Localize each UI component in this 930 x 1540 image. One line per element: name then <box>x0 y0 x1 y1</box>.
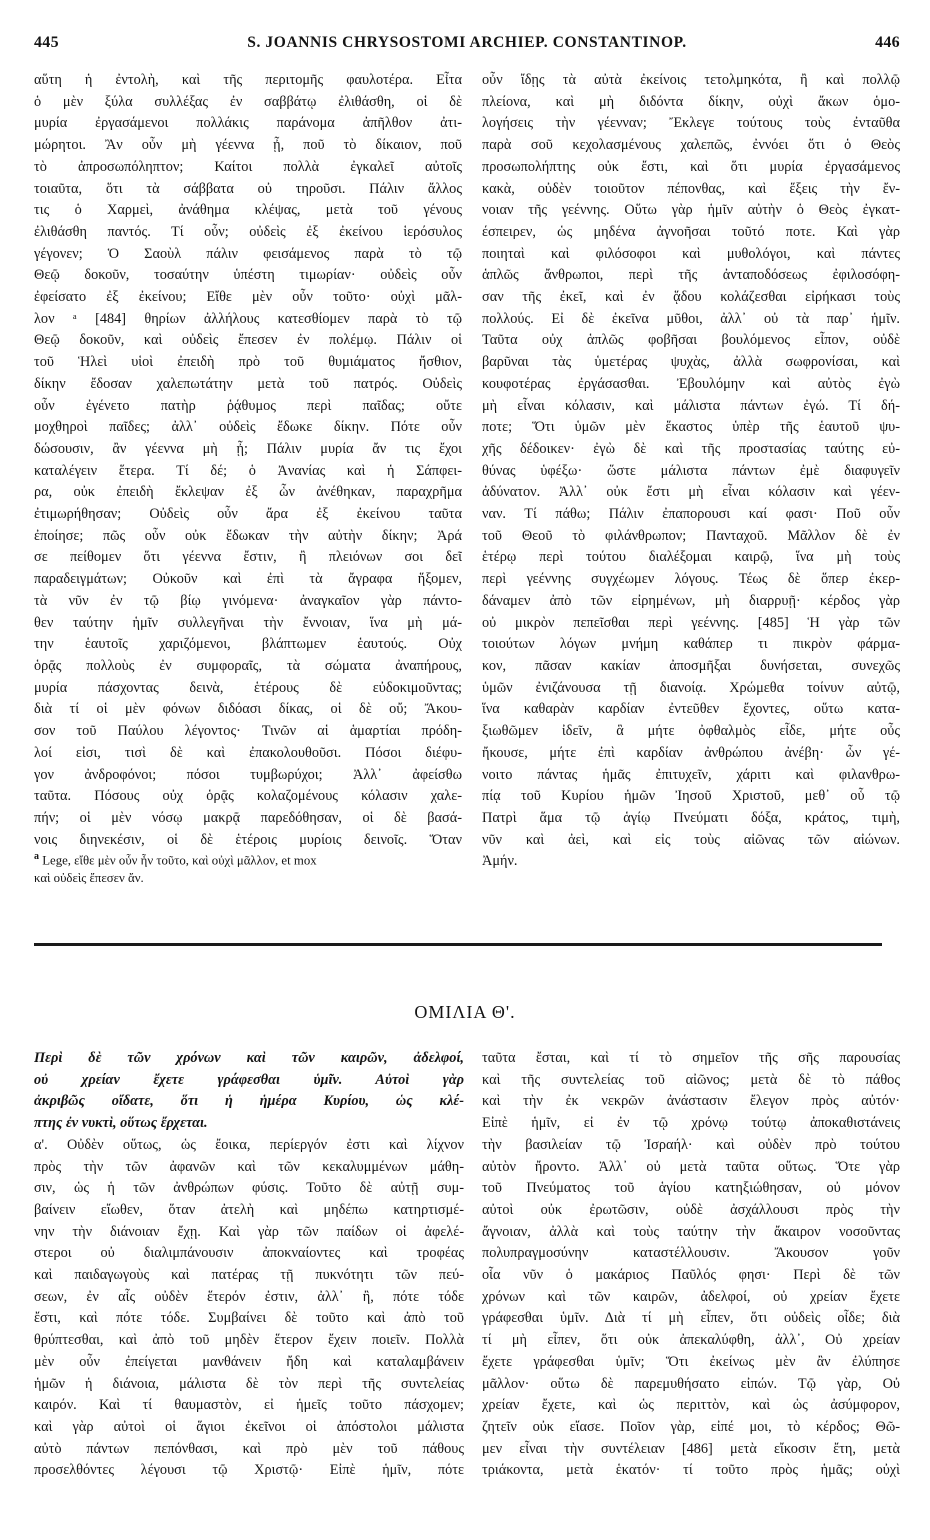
text-line: τοιούτων λόγων μνήμη καθάπερ τι πικρὸν φάρμα- <box>482 636 900 653</box>
text-line: σεων, ἐν αἷς οὐδὲν ἕτερόν ἐστιν, ἀλλ᾽ ἢ, πότε τόδε <box>34 1288 464 1305</box>
text-line: μοχθηροὶ παῖδες; ἀλλ᾽ οὐδεὶς ἔδωκε δίκην. Πότε οὖν <box>34 419 462 436</box>
text-line: λοί εἰσι, τισὶ δὲ καὶ ἐπακολουθοῦσι. Πόσοι διέφυ- <box>34 744 462 761</box>
text-line: θεν ταύτην ἡμῖν συλλεγῆναι τὴν ἔννοιαν, ἵνα μὴ μά- <box>34 614 462 631</box>
text-line: τὴν βασιλείαν τῷ Ἰσραήλ· καὶ οὐδὲν πρὸ τούτου <box>482 1136 900 1153</box>
right-column-top <box>482 70 900 873</box>
text-line: πολλούς. Εἰ δὲ ἐκεῖνα μῦθοι, ἀλλ᾽ οὐ τὰ παρ᾽ ἡμῖν. <box>482 310 900 327</box>
text-line: οὐ χρείαν ἔχετε γράφεσθαι ὑμῖν. Αὐτοὶ γὰρ <box>34 1071 464 1088</box>
text-line: ἐφείσατο ἐξ ἐκείνου; Εἴθε μὲν οὖν τοῦτο· οὐχὶ μᾶλ- <box>34 289 462 306</box>
left-column-bottom <box>34 1048 464 1482</box>
text-line: Περὶ δὲ τῶν χρόνων καὶ τῶν καιρῶν, ἀδελφοί, <box>34 1050 464 1066</box>
text-line: τις ὁ Χαρμεὶ, ἀνάθημα κλέψας, μετὰ τοῦ γένους <box>34 202 462 219</box>
text-line: πολυπραγμοσύνην καταστέλλουσιν. Ἄκουσον γοῦν <box>482 1245 900 1262</box>
text-line: πρὸς τὴν τῶν ἀφανῶν καὶ τῶν κεκαλυμμένων μάθη- <box>34 1158 464 1175</box>
text-line: νῦν καὶ ἀεὶ, καὶ εἰς τοὺς αἰῶνας τῶν αἰώνων. <box>482 831 900 848</box>
left-column-top <box>34 70 462 851</box>
text-line: αὐτὸν ἤροντο. Ἀλλ᾽ οὐ μετὰ ταῦτα οὕτως. Ὅτε γὰρ <box>482 1158 900 1175</box>
text-line: παρὰ σοῦ κεχολασμένους χαλεπῶς, ἐννόει ὅτι ὁ Θεὸς <box>482 137 900 154</box>
text-line: τοῦ Ἡλεὶ υἱοὶ ἐπειδὴ πρὸ τοῦ θυμιάματος ἤσθιον, <box>34 354 462 371</box>
page-number-left: 445 <box>34 34 59 51</box>
text-line: περὶ γεέννης συγχέωμεν λόγους. Τέως δὲ ὅπερ ἐκερ- <box>482 571 900 588</box>
text-line: παραδειγμάτων; Οὐκοῦν καὶ ἐπὶ τὰ ἄγραφα ἥξομεν, <box>34 571 462 588</box>
text-line: γέγονεν; Ὁ Σαοὺλ πάλιν φεισάμενος παρὰ τὸ τῷ <box>34 245 462 262</box>
text-line: Θεῷ δοκοῦν, τοσαύτην ὑπέστη τιμωρίαν· οὐδεὶς οὖν <box>34 267 462 284</box>
text-line: ποιηταὶ καὶ φιλόσοφοι καὶ μυθολόγοι, καὶ πάντες <box>482 245 900 262</box>
text-line: ζητεῖν οὐκ εἴασε. Ποῖον γὰρ, εἰπέ μοι, τὸ κέρδος; Θῶ- <box>482 1418 900 1435</box>
text-line: καὶ παιδαγωγοὺς καὶ πατέρας τῇ πυκνότητι τῶν πεύ- <box>34 1267 464 1284</box>
text-line: ἄγνοιαν, ἀλλὰ καὶ τοὺς ταύτην τὴν ἄκαιρον νοσοῦντας <box>482 1223 900 1240</box>
text-line: κακὰ, οὐδὲν τοιοῦτον πέπονθας, καὶ ἕξεις τὴν ἔν- <box>482 180 900 197</box>
footnote-marker: a <box>34 851 39 862</box>
text-line: μυρία ἐργασάμενοι πολλάκις παράνομα ἀπῆλθον ἀτι- <box>34 115 462 132</box>
text-line: ποτε; Ὅτι ὑμῶν μὲν ἕκαστος ὑπὲρ τῆς ἑαυτοῦ ψυ- <box>482 419 900 436</box>
homily-title: ΟΜΙΛΙΑ Θ'. <box>414 1002 516 1022</box>
text-line: βαίνειν εἴωθεν, ὅταν ἀτελὴ καὶ μηδέπω κατηρτισμέ- <box>34 1201 464 1218</box>
text-line: γράφεσθαι ὑμῖν. Διὰ τί μὴ εἶπεν, ὅτι οὐδεὶς οἶδε; διὰ <box>482 1310 900 1327</box>
text-line: καὶ τῆς συντελείας τοῦ αἰῶνος; μετὰ δὲ τὸ πάθος <box>482 1071 900 1088</box>
footnote-text: Lege, εἴθε μὲν οὖν ἦν τοῦτο, καὶ οὐχὶ μᾶλλον, et mox <box>42 853 317 868</box>
text-line: οὖν ἴδῃς τὰ αὐτὰ ἐκείνοις τετολμηκότα, ἢ καὶ πολλῷ <box>482 72 900 88</box>
text-line: ἔστι, καὶ πότε τόδε. Συμβαίνει δὲ τοῦτο καὶ ἀπὸ τοῦ <box>34 1310 464 1327</box>
text-line: τὸ ἀπροσωπόληπτον; Καίτοι πολλὰ ἐγκαλεῖ αὐτοῖς <box>34 158 462 175</box>
text-line: ἀκριβῶς οἴδατε, ὅτι ἡ ἡμέρα Κυρίου, ὡς κλέ- <box>34 1093 464 1110</box>
text-line: ξιωθῶμεν ἰδεῖν, ἃ μήτε ὀφθαλμὸς εἶδε, μήτε οὖς <box>482 723 900 740</box>
text-line: μὴ εἶναι κόλασιν, καὶ μάλιστα πάντων ἐγώ. Τί δή- <box>482 397 900 414</box>
text-line: πλείονα, καὶ μὴ διδόντα δίκην, οὐχὶ ἄκων ὁμο- <box>482 93 900 110</box>
text-line: ταῦτα ἔσται, καὶ τί τὸ σημεῖον τῆς σῆς παρουσίας <box>482 1050 900 1066</box>
text-line: θύνας ὑφέξω· ὥστε μάλιστα πάντων ἐμὲ διαφυγεῖν <box>482 462 900 479</box>
text-line: ἵνα καθαρὰν καρδίαν ἐντεῦθεν ἔχοντες, οὕτω κατα- <box>482 701 900 718</box>
text-line: ὁρᾷς πολλοὺς ἐν συμφοραῖς, τὰ σώματα ἀναπήρους, <box>34 657 462 674</box>
right-column-bottom <box>482 1048 900 1482</box>
text-line: α'. Οὐδὲν οὕτως, ὡς ἔοικα, περίεργόν ἐστι καὶ λίχνον <box>34 1136 464 1153</box>
text-line: χρείαν ἔχετε, καὶ ὡς περιττὸν, καὶ ὡς ἀσύμφορον, <box>482 1397 900 1414</box>
text-line: δίκην ἔδοσαν χαλεπωτάτην μετὰ τοῦ πατρός. Οὐδεὶς <box>34 375 462 392</box>
text-line: οὐ μικρὸν πεπεῖσθαι περὶ γεέννης. [485] Ἡ γὰρ τῶν <box>482 614 900 631</box>
text-line: ἑτέρῳ περὶ τούτου διαλέξομαι καιρῷ, ἵνα μὴ τοὺς <box>482 549 900 566</box>
text-line: θρύπτεσθαι, καὶ ἀπὸ τοῦ μηδὲν ἕτερον ἔχειν ποιεῖν. Πολλὰ <box>34 1332 464 1349</box>
text-line: διὰ τί οἱ μὲν φόνων διδόασι δίκας, οἱ δὲ οὔ; Ἄκου- <box>34 701 462 718</box>
text-line: ἀδύνατον. Ἀλλ᾽ οὐκ ἔστι μὴ εἶναι κόλασιν καὶ γέεν- <box>482 484 900 501</box>
text-line: γον ἀνδροφόνοι; πόσοι τυμβωρύχοι; Ἀλλ᾽ ἀφείσθω <box>34 766 462 783</box>
running-head <box>34 34 900 60</box>
text-line: τοῦ Θεοῦ τὸ φιλάνθρωπον; Πανταχοῦ. Μᾶλλον δὲ ἐν <box>482 527 900 544</box>
text-line: νοις διηνεκέσιν, οἱ δὲ ἑτέροις μυρίοις δεινοῖς. Ὅταν <box>34 831 462 848</box>
text-line: Ἀμήν. <box>482 853 518 870</box>
text-line: προσελθόντες λέγουσι τῷ Χριστῷ· Εἰπὲ ἡμῖν, πότε <box>34 1462 464 1479</box>
text-line: τοιαῦτα, ὅτι τὰ σάββατα οὐ τηροῦσι. Πάλιν ἄλλος <box>34 180 462 197</box>
text-line: ἐλιθάσθη παντός. Τί οὖν; οὐδεὶς ἐξ ἐκείνου ἱερόσυλος <box>34 223 462 240</box>
text-line: χρόνων καὶ τῶν καιρῶν, ἀδελφοί, οὐ χρείαν ἔχετε <box>482 1288 900 1305</box>
text-line: προσωπολήπτης οὐκ ἔστι, καὶ ὅτι μυρία ἐργασάμενος <box>482 158 900 175</box>
text-line: στεροι οὐ διαλιμπάνουσιν ἀποκναίοντες καὶ τροφέας <box>34 1245 464 1262</box>
text-line: οἷα νῦν ὁ μακάριος Παῦλός φησι· Περὶ δὲ τῶν <box>482 1267 900 1284</box>
text-line: σιν, ὡς ἡ τῶν ἀνθρώπων φύσις. Τοῦτο δὲ αὐτῇ συμ- <box>34 1180 464 1197</box>
footnote-text-cont: καὶ οὐδεὶς ἔπεσεν ἄν. <box>34 871 144 886</box>
text-line: ἔχετε γράφεσθαι ὑμῖν; Ὅτι ἐκείνως μὲν ἂν ἐλύπησε <box>482 1353 900 1370</box>
text-line: καὶ τὴν ἐκ νεκρῶν ἀνάστασιν ἔλεγον πρὸς αὐτόν· <box>482 1093 900 1110</box>
text-line: σον τοῦ Παύλου λέγοντος· Τινῶν αἱ ἁμαρτίαι πρόδη- <box>34 723 462 740</box>
text-line: νοιτο πάντας ἡμᾶς ἐπιτυχεῖν, χάριτι καὶ φιλανθρω- <box>482 766 900 783</box>
text-line: κουφοτέρας ἐργάσασθαι. Ἐβουλόμην καὶ αὐτὸς ἐγὼ <box>482 375 900 392</box>
text-line: δάναμεν ἀπὸ τῶν εἰρημένων, μὴ διαρρυῇ· κέρδος γὰρ <box>482 592 900 609</box>
text-line: ρα, οὐκ ἐπειδὴ ἔκλεψαν ἐξ ὧν ἀνέθηκαν, παραχρῆμα <box>34 484 462 501</box>
running-title: S. JOANNIS CHRYSOSTOMI ARCHIEP. CONSTANTINOP. <box>247 34 687 51</box>
text-line: καὶ γὰρ αὐτοὶ οἱ ἅγιοι ἐκεῖνοι οἱ ἀπόστολοι μάλιστα <box>34 1418 464 1435</box>
text-line: τοῦ Πνεύματος τοῦ ἁγίου κατηξιώθησαν, οὐ μόνον <box>482 1180 900 1197</box>
text-line: ἐτιμωρήθησαν; Οὐδεὶς οὖν ἄρα ἐξ ἐκείνου ταῦτα <box>34 506 462 523</box>
footnote <box>34 848 462 887</box>
text-line: καταλέγειν ἕτερα. Τί δέ; ὁ Ἀνανίας καὶ ἡ Σάπφει- <box>34 462 462 479</box>
text-line: Θεῷ δοκοῦν, καὶ οὐδεὶς ἔπεσεν ἐν πολέμῳ. Πάλιν οἱ <box>34 332 462 349</box>
text-line: καιρόν. Καὶ τί θαυμαστὸν, εἰ ἡμεῖς τοῦτο πάσχομεν; <box>34 1397 464 1414</box>
text-line: μεν εἶναι τὴν συντέλειαν [486] μετὰ εἴκοσιν ἔτη, μετὰ <box>482 1440 900 1457</box>
text-line: δώσουσιν, ἂν γέεννα μὴ ᾖ; Πάλιν μυρία ἄν τις ἔχοι <box>34 440 462 457</box>
text-line: ὑμῶν ἐνιζάνουσα τῇ διανοίᾳ. Χρώμεθα τοίνυν αὐτῷ, <box>482 679 900 696</box>
text-line: πίᾳ τοῦ Κυρίου ἡμῶν Ἰησοῦ Χριστοῦ, μεθ᾽ οὗ τῷ <box>482 788 900 805</box>
text-line: έσπειρεν, ὡς μηδένα ἀγνοῆσαι τοῦτό ποτε. Καὶ γὰρ <box>482 223 900 240</box>
text-line: ὁ μὲν ξύλα συλλέξας ἐν σαββάτῳ ἐλιθάσθη, οἱ δὲ <box>34 93 462 110</box>
text-line: βαρῦναι τὰς ὑμετέρας ψυχὰς, ἀλλὰ σωφρονίσαι, καὶ <box>482 354 900 371</box>
text-line: πτης ἐν νυκτὶ, οὕτως ἔρχεται. <box>34 1115 208 1132</box>
text-line: Πατρὶ ἅμα τῷ ἁγίῳ Πνεύματι δόξα, κράτος, τιμὴ, <box>482 809 900 826</box>
text-line: Εἰπὲ ἡμῖν, εἰ ἐν τῷ χρόνῳ τούτῳ ἀποκαθιστάνεις <box>482 1115 900 1132</box>
text-line: μώρητοι. Ἂν οὖν μὴ γέεννα ᾖ, ποῦ τὸ δίκαιον, ποῦ <box>34 137 462 154</box>
text-line: σε πείθομεν ὅτι γέεννα ἔστιν, ἢ πλειόνων σοι δεῖ <box>34 549 462 566</box>
text-line: μᾶλλον· οὕτω δὲ παρεμυθήσατο εἰπών. Τῷ γὰρ, Οὐ <box>482 1375 900 1392</box>
text-line: σαν τῆς ἐκεῖ, καὶ ἐν ᾅδου κολάζεσθαι εἰρήκασι τοὺς <box>482 289 900 306</box>
text-line: ἡμῶν ἡ διάνοια, μάλιστα δὲ τὸν περὶ τῆς συντελείας <box>34 1375 464 1392</box>
section-divider <box>34 943 882 946</box>
text-line: μυρία πάσχοντας δεινὰ, ἑτέρους δὲ εὐδοκιμοῦντας; <box>34 679 462 696</box>
text-line: αὕτη ἡ ἐντολὴ, καὶ τῆς περιτομῆς φαυλοτέρα. Εἶτα <box>34 72 462 88</box>
text-line: τὰ νῦν ἐν τῷ βίῳ γινόμενα· ἀναγκαῖον γὰρ πάντο- <box>34 592 462 609</box>
text-line: τριάκοντα, μετὰ ἑκατόν· τί τοῦτο πρὸς ἡμᾶς; οὐχὶ <box>482 1462 900 1479</box>
text-line: πήν; οἱ μὲν νόσῳ μακρᾷ παρεδόθησαν, οἱ δὲ βασά- <box>34 809 462 826</box>
text-line: την ἑαυτοῖς χαριζόμενοι, βλάπτωμεν ἑαυτούς. Οὐχ <box>34 636 462 653</box>
text-line: Ταῦτα οὐχ ἁπλῶς φοβῆσαι βουλόμενος εἶπον, οὐδὲ <box>482 332 900 349</box>
text-line: μὲν οὖν ἐπείγεται μανθάνειν ἤδη καὶ καταλαμβάνειν <box>34 1353 464 1370</box>
text-line: λον ᵃ [484] θηρίων ἀλλήλους κατεσθίομεν παρὰ τὸ τῷ <box>34 310 462 327</box>
text-line: νην τὴν διάνοιαν ἔχῃ. Καὶ γὰρ τῶν παίδων οἱ ἀφελέ- <box>34 1223 464 1240</box>
text-line: ναν. Τί πάθω; Πάλιν ἐπαπορουσι καί φασι· Ποῦ οὖν <box>482 506 900 523</box>
text-line: νοιαν τῆς γεέννης. Οὕτω γὰρ ἡμῖν αὐτὴν ὁ Θεὸς ἐγκατ- <box>482 202 900 219</box>
text-line: ἐποίησε; πῶς οὖν οὐκ ἔδωκαν τὴν αὐτὴν δίκην; Ἀρά <box>34 527 462 544</box>
page-number-right: 446 <box>875 34 900 51</box>
text-line: αὐτοὶ οὐκ ἐρωτῶσιν, οὐδὲ ἀσχάλλουσι πρὸς τὴν <box>482 1201 900 1218</box>
text-line: ταῦτα. Πόσους οὐχ ὁρᾷς κολαζομένους κόλασιν χαλε- <box>34 788 462 805</box>
text-line: ἤκουσε, μήτε ἐπὶ καρδίαν ἀνθρώπου ἀνέβη· ὧν γέ- <box>482 744 900 761</box>
text-line: τί μὴ εἶπεν, ὅτι οὐκ ἀπεκαλύφθη, ἀλλ᾽, Οὐ χρείαν <box>482 1332 900 1349</box>
text-line: αὐτὸ πάντων πεπόνθασι, καὶ πρὸ μὲν τοῦ πάθους <box>34 1440 464 1457</box>
text-line: οὖν ἐγένετο πατὴρ ῥᾴθυμος περὶ παῖδας; οὔτε <box>34 397 462 414</box>
text-line: λογήσεις τὴν γέενναν; Ἔκλεγε τούτους τοὺς ἐνταῦθα <box>482 115 900 132</box>
text-line: κον, πᾶσαν κακίαν ἀποσμῆξαι δυνήσεται, συνεχῶς <box>482 657 900 674</box>
text-line: χῆς δέδοικεν· ἐγὼ δὲ καὶ τῆς προστασίας ταύτης εὐ- <box>482 440 900 457</box>
text-line: ἁπλῶς ἄνθρωποι, περὶ τῆς ἀνταποδόσεως ἐφιλοσόφη- <box>482 267 900 284</box>
